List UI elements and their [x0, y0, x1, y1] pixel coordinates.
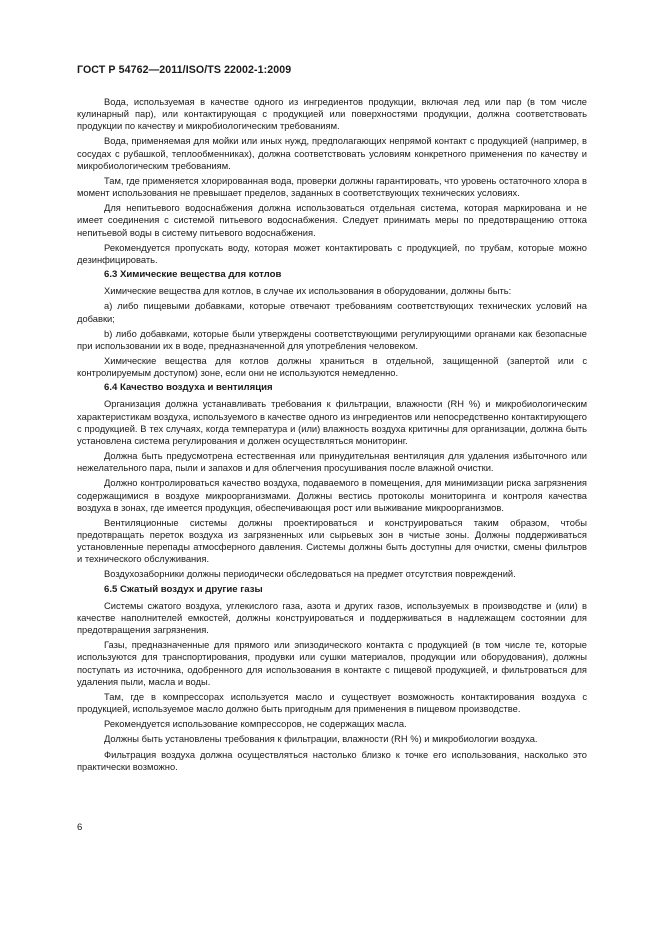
section-heading-6-5: 6.5 Сжатый воздух и другие газы: [104, 583, 263, 595]
paragraph: Фильтрация воздуха должна осуществляться настолько близко к точке его использования, насколько это практически возможно.: [77, 749, 587, 772]
list-item-a: a) либо пищевыми добавками, которые отвечают требованиям соответствующих технических условий на добавки;: [77, 301, 587, 324]
paragraph: Химические вещества для котлов, в случае их использования в оборудовании, должны быть:: [104, 286, 512, 297]
document-body: [77, 96, 587, 776]
paragraph: Вода, используемая в качестве одного из ингредиентов продукции, включая лед или пар (в том числе кулинарный пар), или контактирующая с продукцией или поверхностями продукции, должна соответствовать продукции по качеству и микробиологическим требованиям.: [77, 97, 587, 132]
section-heading-6-3: 6.3 Химические вещества для котлов: [104, 269, 282, 281]
section-heading-6-4: 6.4 Качество воздуха и вентиляция: [104, 382, 273, 394]
paragraph: Системы сжатого воздуха, углекислого газа, азота и других газов, используемых в производстве и (или) в качестве наполнителей емкостей, должны конструироваться и поддерживаться в надлежащем состоянии для предотвращения загрязнения.: [77, 600, 587, 636]
paragraph: Вентиляционные системы должны проектироваться и конструироваться таким образом, чтобы предотвращать переток воздуха из загрязненных или сырьевых зон в чистые зоны. Должны поддерживаться установленные перепады атмосферного давления. Системы должны быть доступны для очистки, смены фильтров и технического обслуживания.: [77, 517, 587, 565]
paragraph: Должно контролироваться качество воздуха, подаваемого в помещения, для минимизации риска загрязнения содержащимися в воздухе микроорганизмами. Должны вестись протоколы мониторинга и контроля качества воздуха в зонах, где имеется продукция, обеспечивающая рост или выживание микроорганизмов.: [77, 478, 587, 513]
paragraph: Воздухозаборники должны периодически обследоваться на предмет отсутствия повреждений.: [104, 569, 516, 580]
list-item-b: b) либо добавками, которые были утверждены соответствующими регулирующими органами как безопасные при использовании их в воде, предназначенной для употребления человеком.: [77, 328, 587, 351]
document-header: ГОСТ Р 54762—2011/ISO/TS 22002-1:2009: [77, 64, 292, 76]
page-number: 6: [77, 822, 83, 833]
paragraph: Должна быть предусмотрена естественная или принудительная вентиляция для удаления избыточного или нежелательного пара, пыли и запахов и для облегчения просушивания после влажной очистки.: [77, 451, 587, 474]
paragraph: Должны быть установлены требования к фильтрации, влажности (RH %) и микробиологии воздуха.: [104, 734, 538, 745]
paragraph: Для непитьевого водоснабжения должна использоваться отдельная система, которая маркирована и не имеет соединения с системой питьевого водоснабжения. Следует принимать меры по предотвращению оттока непитьевой воды в систему питьевого водоснабжения.: [77, 203, 587, 238]
paragraph: Вода, применяемая для мойки или иных нужд, предполагающих непрямой контакт с продукцией (например, в сосудах с рубашкой, теплообменниках), должна соответствовать условиям конкретного применения по качеству и микробиологическим требованиям.: [77, 136, 587, 171]
paragraph: Рекомендуется использование компрессоров, не содержащих масла.: [104, 719, 407, 730]
paragraph: Там, где применяется хлорированная вода, проверки должны гарантировать, что уровень остаточного хлора в момент использования не превышает пределов, заданных в соответствующих технических условиях.: [77, 175, 587, 199]
paragraph: Рекомендуется пропускать воду, которая может контактировать с продукцией, по трубам, которые можно дезинфицировать.: [77, 242, 587, 265]
paragraph: Организация должна устанавливать требования к фильтрации, влажности (RH %) и микробиологическим характеристикам воздуха, используемого в качестве одного из ингредиентов или непосредственно контактирующего с продукцией. В тех случаях, когда температура и (или) влажность воздуха критичны для организации, должна быть установлена система регулирования и должен осуществляться мониторинг.: [77, 399, 587, 446]
paragraph: Химические вещества для котлов должны храниться в отдельной, защищенной (запертой или с контролируемым доступом) зоне, если они не используются немедленно.: [77, 355, 587, 379]
paragraph: Там, где в компрессорах используется масло и существует возможность контактирования воздуха с продукцией, используемое масло должно быть пригодным для применения в пищевом производстве.: [77, 691, 587, 715]
paragraph: Газы, предназначенные для прямого или эпизодического контакта с продукцией (в том числе те, которые используются для транспортирования, продувки или сушки материалов, продукции или оборудования), должны поступать из источника, одобренного для использования в контакте с пищевой продукцией, и фильтроваться для удаления пыли, масла и воды.: [77, 640, 587, 687]
